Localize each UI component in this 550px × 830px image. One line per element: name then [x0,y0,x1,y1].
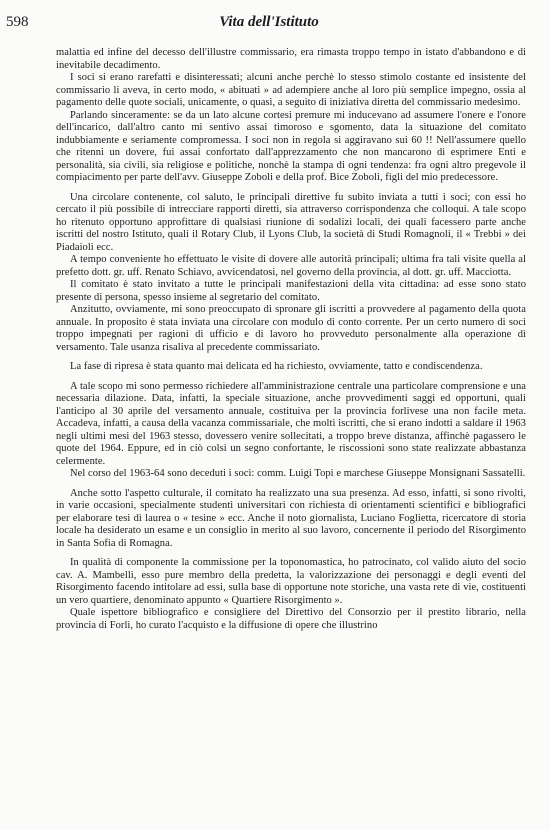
paragraph: A tempo conveniente ho effettuato le visite di dovere alle autorità principali; ultima fra tali visite quella al prefetto dott. gr. uff. Renato Schiavo, avvicendatosi, nel governo della provincia, al dott. gr. uff. Macciotta. [56,254,526,278]
paragraph: In qualità di componente la commissione per la toponomastica, ho patrocinato, col valido aiuto del socio cav. A. Mambelli, esso pure membro della predetta, la valorizzazione dei personaggi e degli eventi del Risorgimento facendo intitolare ad essi, sulla base di opportune note storiche, una vasta rete di vie, costituenti un vero quartiere, denominato appunto « Quartiere Risorgimento ». [56,557,526,606]
paragraph: Anzitutto, ovviamente, mi sono preoccupato di spronare gli iscritti a provvedere al pagamento della quota annuale. In proposito è stata inviata una circolare con modulo di conto corrente. Per un certo numero di soci troppo impegnati per ragioni di ufficio e di lavoro ho provveduto personalmente alla operazione di versamento. Tale usanza risaliva al precedente commissariato. [56,304,526,353]
page-body [56,47,526,632]
paragraph: Anche sotto l'aspetto culturale, il comitato ha realizzato una sua presenza. Ad esso, infatti, si sono rivolti, in varie occasioni, specialmente studenti universitari con richiesta di orientamenti scientifici e bibliografici per elaborare tesi di laurea o « tesine » ecc. Anche il noto giornalista, Luciano Foglietta, ricercatore di storia locale ha desiderato un esame e un consiglio in merito al suo lavoro, concernente il periodo del Risorgimento in Santa Sofia di Romagna. [56,487,526,549]
paragraph: Parlando sinceramente: se da un lato alcune cortesi premure mi inducevano ad assumere l'onere e l'onore dell'incarico, dall'altro canto mi sentivo assai timoroso e sgomento, data la situazione del comitato indubbiamente e seriamente compromessa. I soci non in regola si aggiravano sui 60 !! Nell'assumere quello che ritenni un dovere, fui assai confortato dall'apprezzamento che non mancarono di esprimere Enti e personalità, sia civili, sia religiose e politiche, nonchè la stampa di ogni tendenza: fra ogni altro pregevole il compiacimento per parte dell'avv. Giuseppe Zoboli e della prof. Bice Zoboli, figli del mio predecessore. [56,109,526,183]
paragraph: Una circolare contenente, col saluto, le principali direttive fu subito inviata a tutti i soci; con essi ho cercato il più possibile di intrecciare rapporti diretti, sia attraverso corrispondenza che colloqui. A tale scopo ho ritenuto opportuno approfittare di qualsiasi riunione di sodalizi locali, dei quali facessero parte anche iscritti del nostro Istituto, quali il Rotary Club, il Lyons Club, la società di Studi Romagnoli, il « Trebbi » dei Piadaioli ecc. [56,191,526,253]
paragraph: malattia ed infine del decesso dell'illustre commissario, era rimasta troppo tempo in istato d'abbandono e di inevitabile decadimento. [56,47,526,71]
paragraph: Il comitato è stato invitato a tutte le principali manifestazioni della vita cittadina: ad esse sono stato presente di persona, spesso insieme al segretario del comitato. [56,279,526,303]
page-number: 598 [6,14,29,30]
paragraph: A tale scopo mi sono permesso richiedere all'amministrazione centrale una particolare comprensione e una necessaria dilazione. Data, infatti, la speciale situazione, anche provvedimenti saggi ed opportuni, quali l'anticipo al 30 aprile del versamento annuale, costituiva per la provincia forlivese una non facile meta. Accadeva, infatti, a causa della vacanza commissariale, che molti iscritti, che si erano indotti a saldare il 1963 negli ultimi mesi del 1963 stesso, dovessero venire sollecitati, a troppo breve distanza, affinchè pagassero le quote del 1964. Eppure, ed in ciò colsi un segno confortante, le riscossioni sono state realizzate abbastanza celermente. [56,380,526,467]
page-header [6,14,532,34]
paragraph: I soci si erano rarefatti e disinteressati; alcuni anche perchè lo stesso stimolo costante ed insistente del commissario li aveva, in certo modo, « abituati » ad adempiere anche al loro più semplice impegno, ossia al pagamento delle quote sociali, unicamente, o quasi, a seguito di iniziativa diretta del commissario medesimo. [56,72,526,108]
paragraph: La fase di ripresa è stata quanto mai delicata ed ha richiesto, ovviamente, tatto e condiscendenza. [70,361,483,372]
running-title: Vita dell'Istituto [219,14,319,30]
paragraph: Nel corso del 1963-64 sono deceduti i soci: comm. Luigi Topi e marchese Giuseppe Monsignani Sassatelli. [70,468,526,479]
paragraph: Quale ispettore bibliografico e consigliere del Direttivo del Consorzio per il prestito librario, nella provincia di Forlì, ho curato l'acquisto e la diffusione di opere che illustrino [56,607,526,631]
